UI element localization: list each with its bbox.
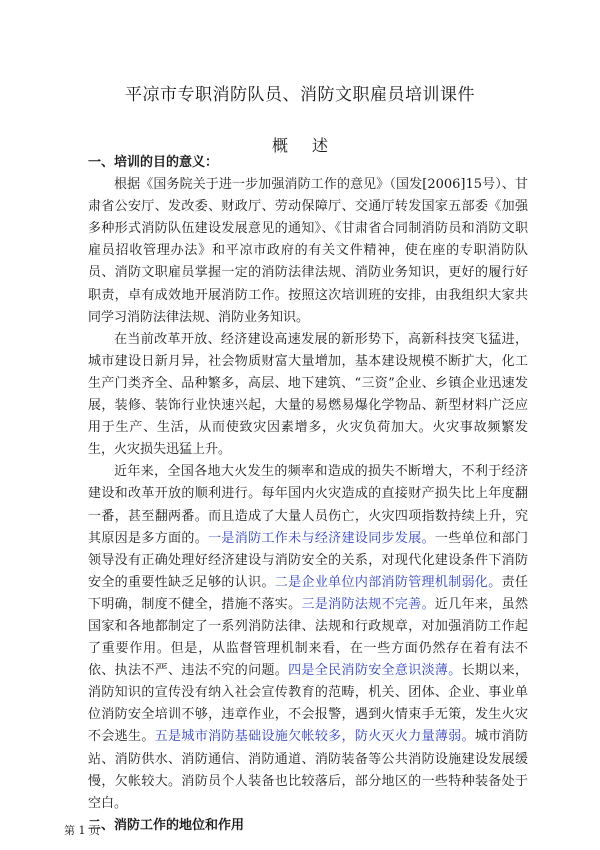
paragraph-basis: 根据《国务院关于进一步加强消防工作的意见》（国发[2006]15号）、甘肃省公安厅、发改委、财政厅、劳动保障厅、交通厅转发国家五部委《加强多种形式消防队伍建设发展意见的通知》、《甘肃省合同制消防员和消防文职雇员招收管理办法》和平凉市政府的有关文件精神，使在座的专职消防队员、消防文职雇员掌握一定的消防法律法规、消防业务知识，更好的履行好职责，卓有成效地开展消防工作。按照这次培训班的安排，由我组织大家共同学习消防法律法规、消防业务知识。 xyxy=(88,177,528,325)
paragraph-situation: 在当前改革开放、经济建设高速发展的新形势下，高新科技突飞猛进，城市建设日新月异，社会物质财富大量增加，基本建设规模不断扩大，化工生产门类齐全、品种繁多，高层、地下建筑、“三资”企业、乡镇企业迅速发展，装修、装饰行业快速兴起，大量的易燃易爆化学物品、新型材料广泛应用于生产、生活，从而使致灾因素增多，火灾负荷加大。火灾事故频繁发生，火灾损失迅猛上升。 xyxy=(88,331,528,458)
cause-2-text: 责任下明确，制度不健全，措施不落实。 xyxy=(88,574,528,612)
highlight-cause-5: 五是城市消防基础设施欠帐较多，防火灭火力量薄弱。 xyxy=(154,729,475,745)
highlight-cause-2: 二是企业单位内部消防管理机制弱化。 xyxy=(274,574,502,590)
section-title: 概述 xyxy=(271,136,352,155)
highlight-cause-4: 四是全民消防安全意识淡薄。 xyxy=(288,663,462,679)
heading-training-purpose: 一、培训的目的意义： xyxy=(88,155,219,170)
heading-fire-work-status: 二、消防工作的地位和作用 xyxy=(88,817,245,833)
cause-1-text: 一些单位和部门领导没有正确处理好经济建设与消防安全的关系，对现代化建设条件下消防安全的重要性缺乏足够的认识。 xyxy=(88,530,528,590)
causes-intro-text: 近年来，全国各地大火发生的频率和造成的损失不断增大，不利于经济建设和改革开放的顺利进行。每年国内火灾造成的直接财产损失比上年度翻一番，甚至翻两番。而且造成了大量人员伤亡，火灾四项指数持续上升，究其原因是多方面的。 xyxy=(88,464,528,546)
document-body xyxy=(88,152,528,837)
paragraph-causes xyxy=(88,461,528,815)
cause-3-text: 近几年来，虽然国家和各地都制定了一系列消防法律、法规和行政规章，对加强消防工作起了重要作用。但是，从监督管理机制来看，在一些方面仍然存在着有法不依、执法不严、违法不究的问题。 xyxy=(88,596,528,679)
highlight-cause-1: 一是消防工作未与经济建设同步发展。 xyxy=(208,530,435,546)
highlight-cause-3: 三是消防法规不完善。 xyxy=(301,596,435,612)
cause-5-text: 城市消防站、消防供水、消防通信、消防通道、消防装备等公共消防设施建设发展缓慢，欠帐较大。消防员个人装备也比较落后，部分地区的一些特种装备处于空白。 xyxy=(88,729,528,811)
cause-4-text: 长期以来，消防知识的宣传没有纳入社会宣传教育的范畴，机关、团体、企业、事业单位消防安全培训不够，违章作业，不会报警，遇到火情束手无策，发生火灾不会逃生。 xyxy=(88,663,528,745)
page-number: 第 1 页 xyxy=(64,824,100,837)
document-title: 平凉市专职消防队员、消防文职雇员培训课件 xyxy=(125,85,475,105)
